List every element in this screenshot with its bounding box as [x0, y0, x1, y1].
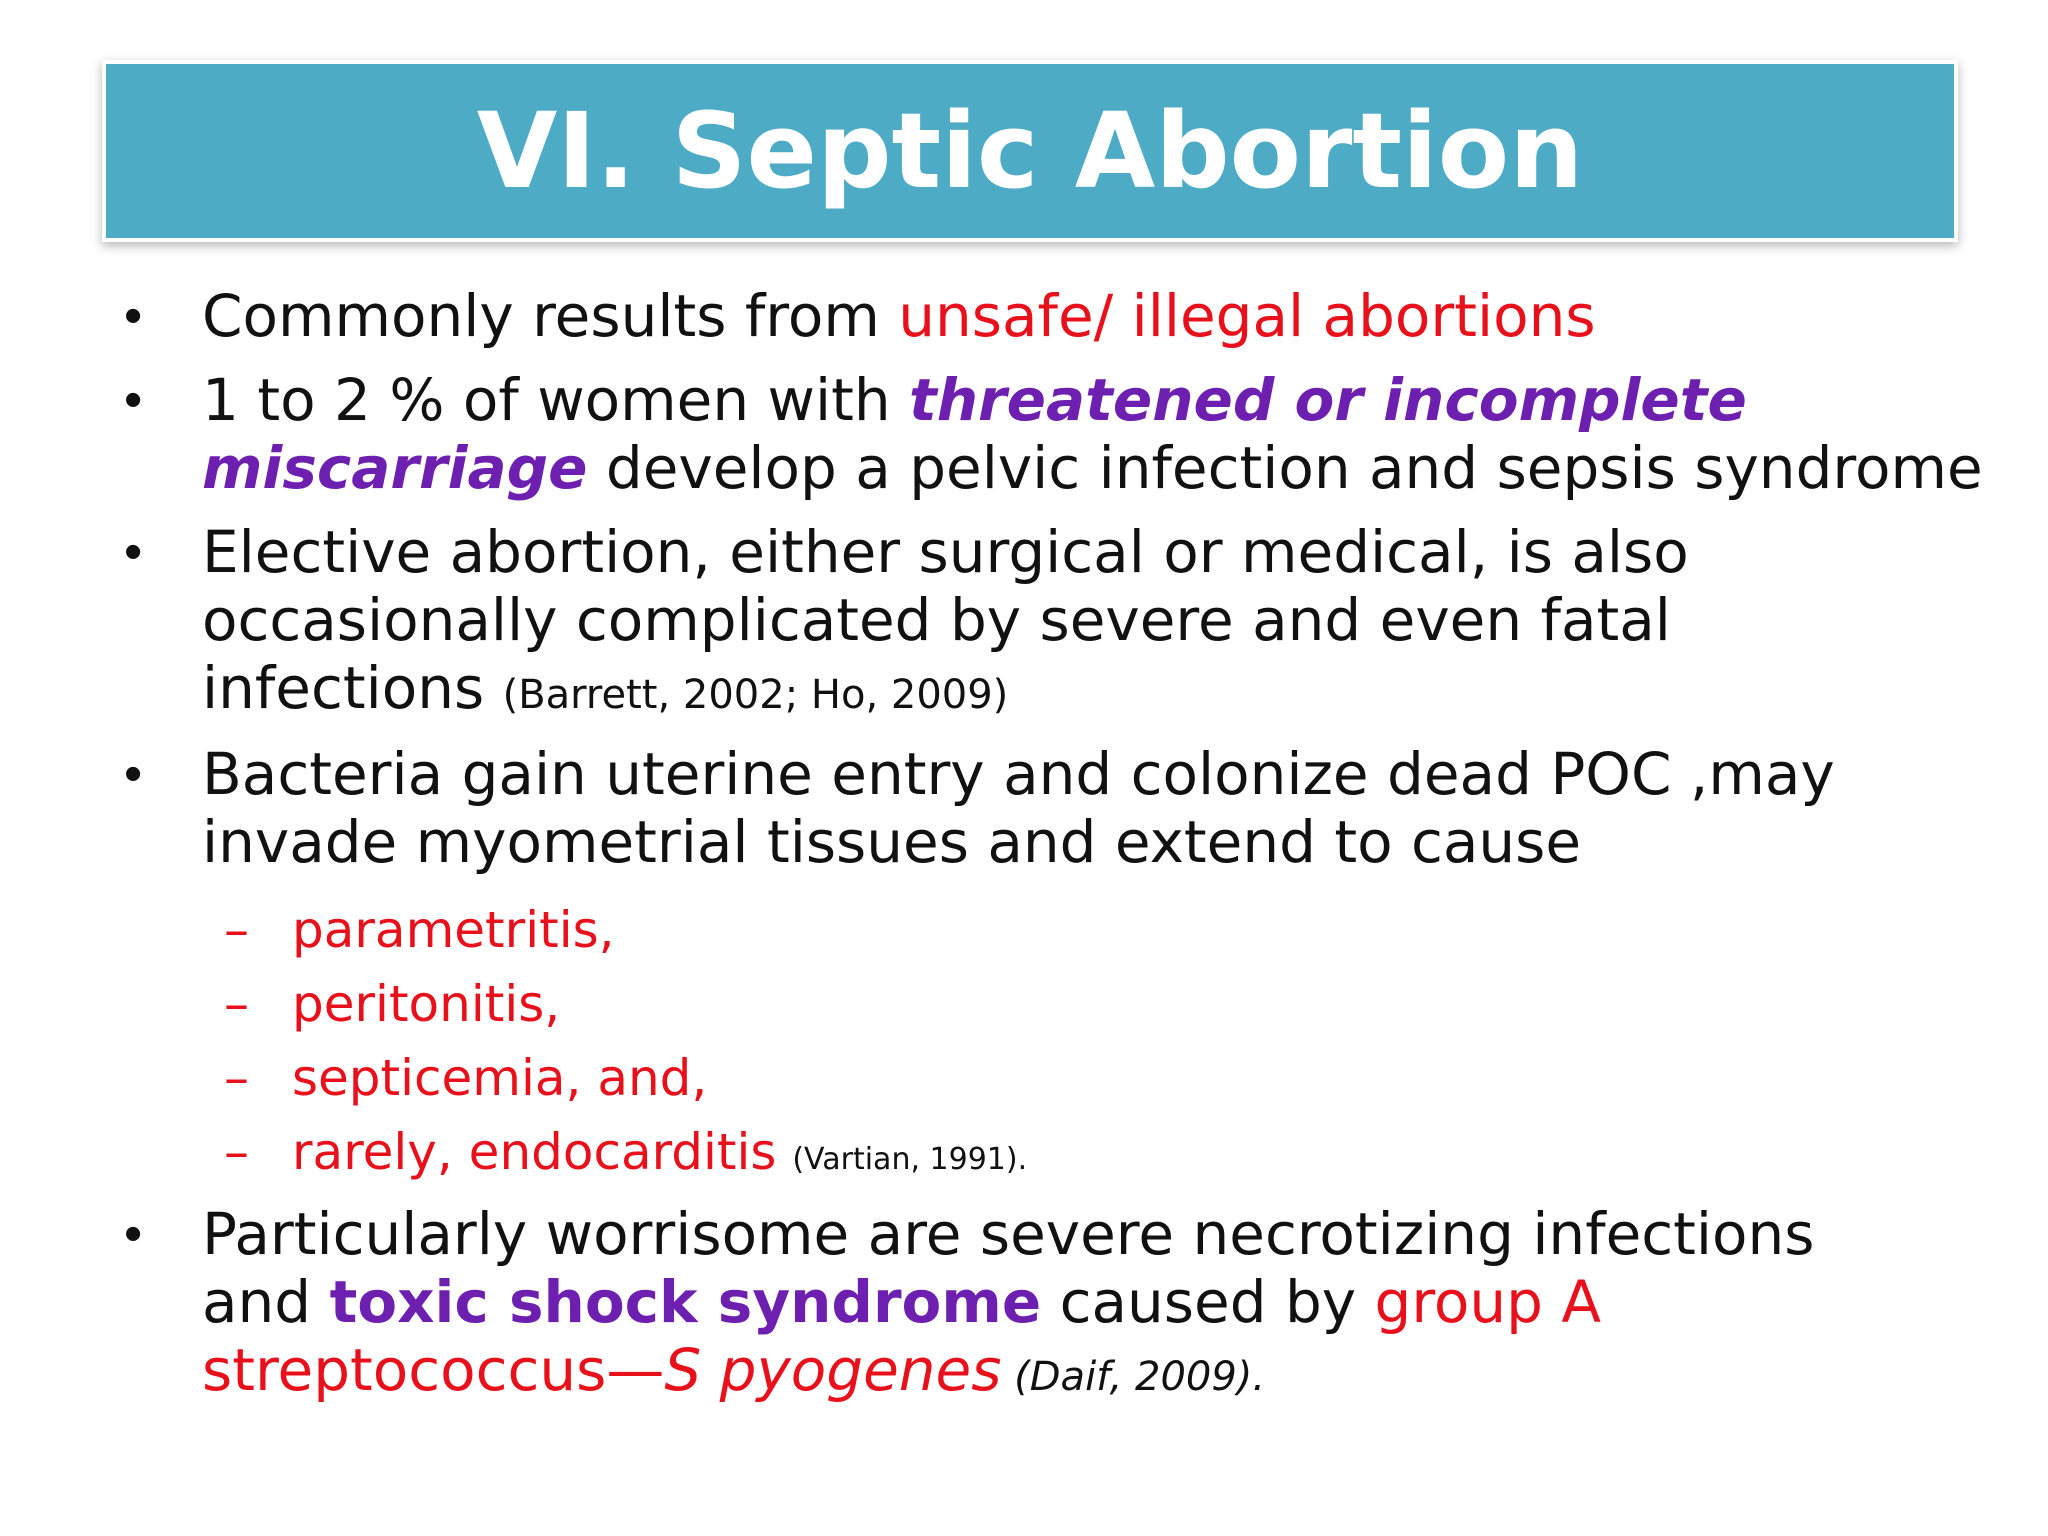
bullet-2-highlight-line1: threatened or incomplete [909, 366, 1747, 434]
bullet-2-line-1 [202, 366, 1747, 434]
bullet-icon: • [124, 523, 143, 581]
bullet-5-line2-part1: and [202, 1268, 330, 1336]
bullet-5-line-2 [202, 1268, 1601, 1336]
dash-icon: – [224, 975, 249, 1033]
subitem-1: parametritis, [292, 901, 615, 959]
bullet-5-line2-red: group A [1374, 1268, 1602, 1336]
bullet-3-line-1: Elective abortion, either surgical or medical, is also [202, 518, 1689, 586]
subitem-4-text: rarely, endocarditis [292, 1123, 793, 1181]
bullet-3-line-3 [202, 654, 1008, 729]
bullet-3-line3-text: infections [202, 654, 503, 722]
bullet-2-part2: develop a pelvic infection and sepsis syndrome [587, 434, 1983, 502]
bullet-3-citation: (Barrett, 2002; Ho, 2009) [502, 672, 1009, 718]
bullet-3-line-2: occasionally complicated by severe and even fatal [202, 586, 1671, 654]
bullet-2-part1: 1 to 2 % of women with [202, 366, 910, 434]
bullet-5-line-1: Particularly worrisome are severe necrotizing infections [202, 1200, 1815, 1268]
bullet-icon: • [124, 287, 143, 345]
bullet-5-line-3 [202, 1336, 1265, 1411]
bullet-5-line2-part2: caused by [1041, 1268, 1375, 1336]
bullet-5-highlight: toxic shock syndrome [329, 1268, 1042, 1336]
bullet-5-line3-red: streptococcus— [202, 1336, 665, 1404]
bullet-1-part1: Commonly results from [202, 282, 899, 350]
bullet-1-text [202, 282, 1596, 350]
slide-title: VI. Septic Abortion [476, 90, 1584, 212]
bullet-4-line-2: invade myometrial tissues and extend to cause [202, 808, 1582, 876]
subitem-2: peritonitis, [292, 975, 561, 1033]
dash-icon: – [224, 1123, 249, 1181]
bullet-5-line3-italic: S pyogenes [664, 1336, 1002, 1404]
subitem-4-citation: (Vartian, 1991). [792, 1142, 1028, 1177]
bullet-4-line-1: Bacteria gain uterine entry and colonize dead POC ,may [202, 740, 1835, 808]
dash-icon: – [224, 901, 249, 959]
dash-icon: – [224, 1049, 249, 1107]
bullet-2-highlight-line2: miscarriage [202, 434, 588, 502]
bullet-icon: • [124, 371, 143, 429]
bullet-icon: • [124, 745, 143, 803]
bullet-1-highlight: unsafe/ illegal abortions [898, 282, 1596, 350]
subitem-3: septicemia, and, [292, 1049, 708, 1107]
bullet-2-line-2 [202, 434, 1983, 502]
bullet-icon: • [124, 1205, 143, 1263]
bullet-5-citation: (Daif, 2009). [1001, 1354, 1266, 1400]
subitem-4 [292, 1115, 1027, 1197]
